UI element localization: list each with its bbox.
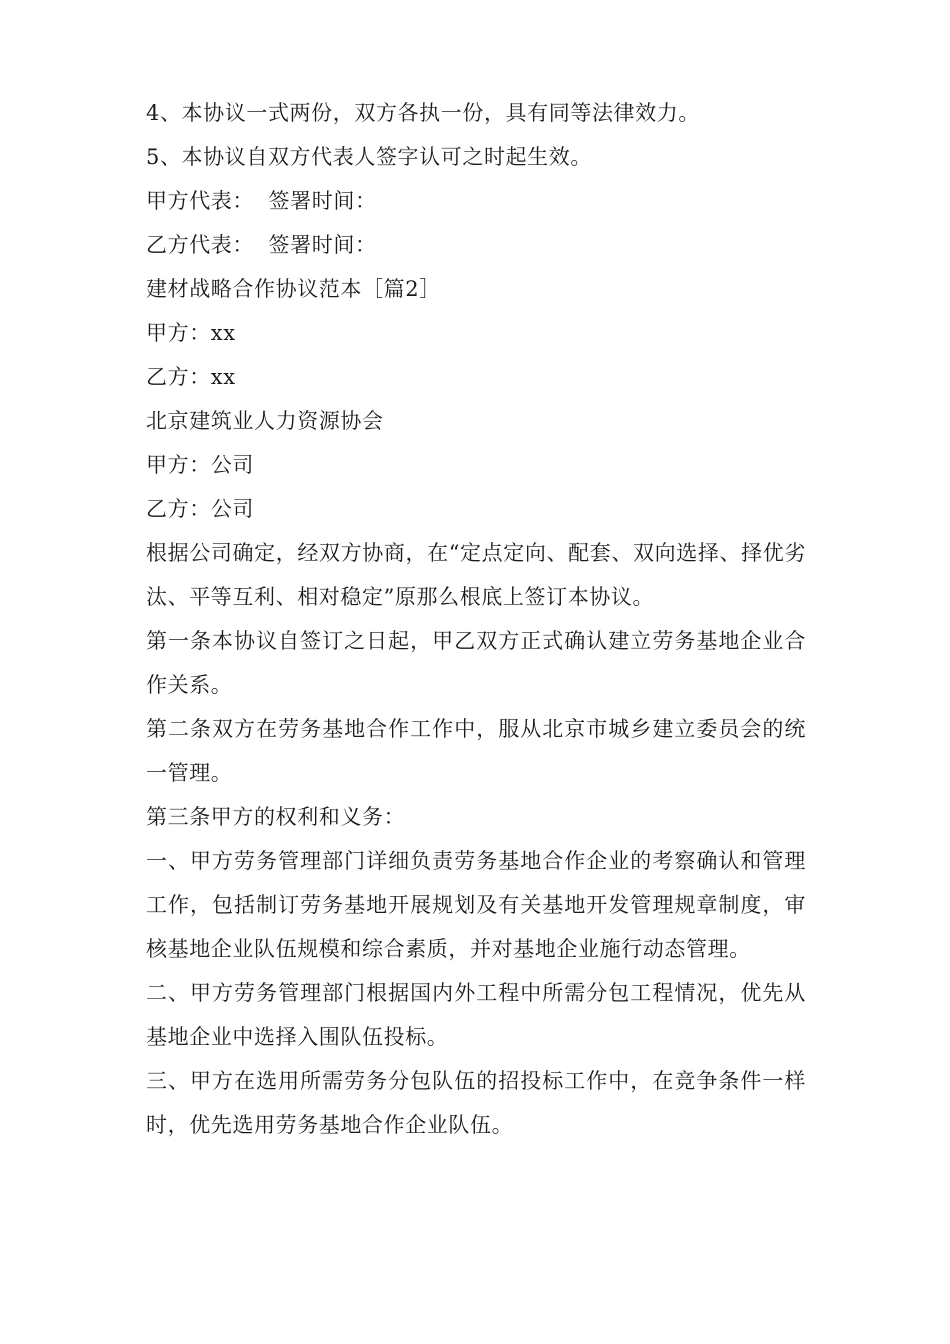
article-2: 第二条双方在劳务基地合作工作中，服从北京市城乡建立委员会的统一管理。: [146, 717, 806, 785]
preamble-paragraph: 根据公司确定，经双方协商，在“定点定向、配套、双向选择、择优劣汰、平等互利、相对稳定”原那么根底上签订本协议。: [146, 541, 806, 609]
article-3-item-1: 一、甲方劳务管理部门详细负责劳务基地合作企业的考察确认和管理工作，包括制订劳务基地开展规划及有关基地开发管理规章制度，审核基地企业队伍规模和综合素质，并对基地企业施行动态管理。: [146, 849, 806, 961]
article-1: 第一条本协议自签订之日起，甲乙双方正式确认建立劳务基地企业合作关系。: [146, 629, 806, 697]
section-heading: 建材战略合作协议范本［篇2］: [146, 277, 441, 301]
document-body: [146, 91, 806, 1147]
party-b-company: 乙方：公司: [146, 497, 254, 521]
article-3-item-3: 三、甲方在选用所需劳务分包队伍的招投标工作中，在竞争条件一样时，优先选用劳务基地合作企业队伍。: [146, 1069, 806, 1137]
clause-4-duplicate-copies: 4、本协议一式两份，双方各执一份，具有同等法律效力。: [146, 101, 700, 125]
party-a-name: 甲方：xx: [146, 321, 236, 345]
party-a-company: 甲方：公司: [146, 453, 254, 477]
association-name: 北京建筑业人力资源协会: [146, 409, 384, 433]
clause-5-effective-date: 5、本协议自双方代表人签字认可之时起生效。: [146, 145, 592, 169]
article-3-item-2: 二、甲方劳务管理部门根据国内外工程中所需分包工程情况，优先从基地企业中选择入围队伍投标。: [146, 981, 806, 1049]
party-b-name: 乙方：xx: [146, 365, 236, 389]
party-b-signature-line: 乙方代表： 签署时间：: [146, 233, 377, 257]
party-a-signature-line: 甲方代表： 签署时间：: [146, 189, 377, 213]
article-3-heading: 第三条甲方的权利和义务：: [146, 805, 406, 829]
